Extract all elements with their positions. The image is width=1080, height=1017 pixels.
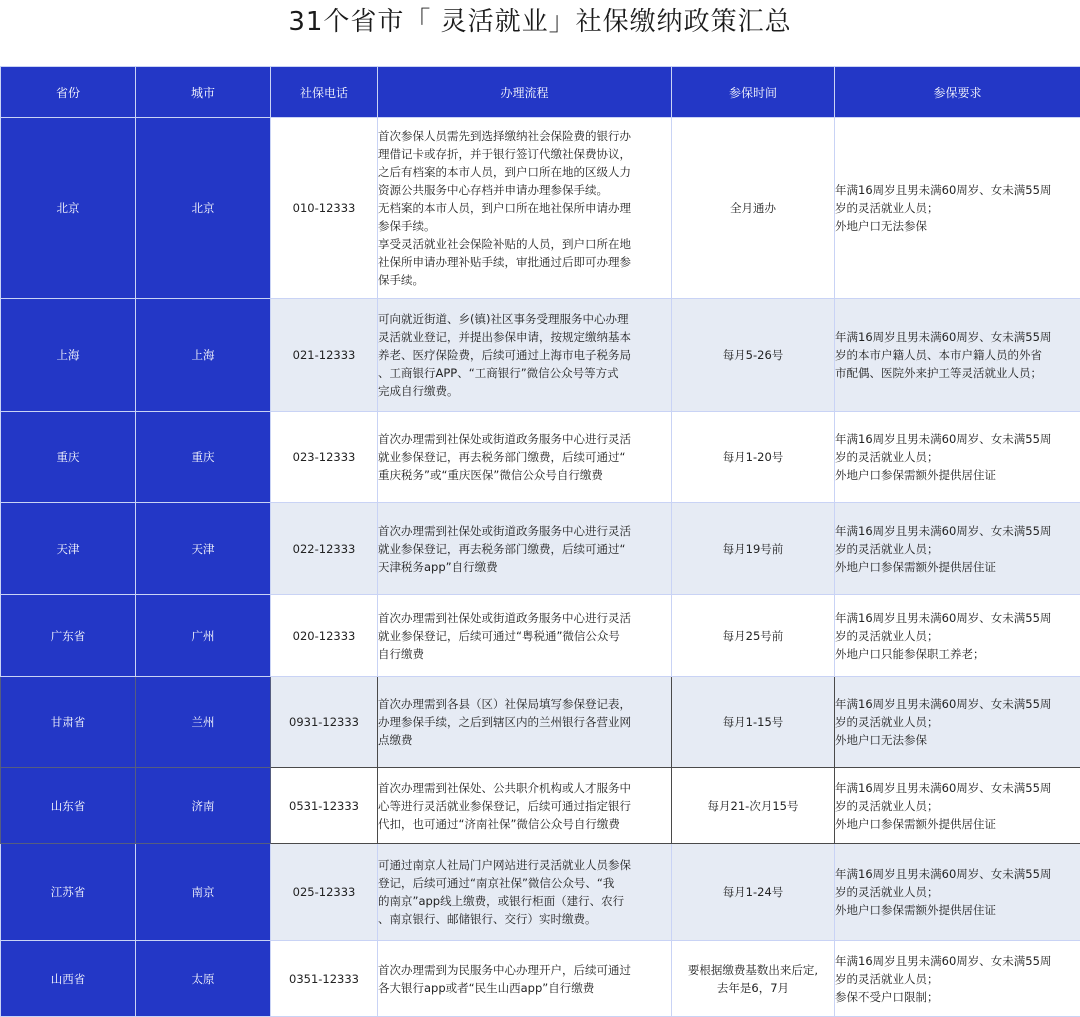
process-cell bbox=[378, 768, 672, 844]
cell-text-line: 可向就近街道、乡(镇)社区事务受理服务中心办理 bbox=[378, 310, 671, 328]
cell-text-line: 无档案的本市人员，到户口所在地社保所申请办理 bbox=[378, 199, 671, 217]
time-cell bbox=[672, 503, 835, 595]
requirement-cell bbox=[835, 677, 1080, 768]
cell-text-line: 年满16周岁且男未满60周岁、女未满55周 bbox=[835, 430, 1080, 448]
requirement-cell bbox=[835, 595, 1080, 677]
cell-text-line: 资源公共服务中心存档并申请办理参保手续。 bbox=[378, 181, 671, 199]
city-cell: 重庆 bbox=[136, 412, 271, 503]
cell-text-line: 登记，后续可通过“南京社保”微信公众号、“我 bbox=[378, 874, 671, 892]
phone-cell: 020-12333 bbox=[271, 595, 378, 677]
table-row bbox=[1, 768, 1080, 844]
cell-text-line: 岁的本市户籍人员、本市户籍人员的外省 bbox=[835, 346, 1080, 364]
cell-text-line: 就业参保登记，后续可通过“粤税通”微信公众号 bbox=[378, 627, 671, 645]
cell-text-line: 要根据缴费基数出来后定, bbox=[672, 961, 834, 979]
cell-text-line: 就业参保登记，再去税务部门缴费，后续可通过“ bbox=[378, 540, 671, 558]
cell-text-line: 参保手续。 bbox=[378, 217, 671, 235]
table-row bbox=[1, 595, 1080, 677]
cell-text-line: 首次办理需到各县（区）社保局填写参保登记表， bbox=[378, 695, 671, 713]
header-time: 参保时间 bbox=[672, 67, 835, 118]
cell-text-line: 重庆税务”或“重庆医保”微信公众号自行缴费 bbox=[378, 466, 671, 484]
cell-text-line: 办理参保手续，之后到辖区内的兰州银行各营业网 bbox=[378, 713, 671, 731]
cell-text-line: 外地户口参保需额外提供居住证 bbox=[835, 815, 1080, 833]
cell-text-line: 外地户口参保需额外提供居住证 bbox=[835, 466, 1080, 484]
province-cell: 山东省 bbox=[1, 768, 136, 844]
city-cell: 上海 bbox=[136, 299, 271, 412]
cell-text-line: 理借记卡或存折，并于银行签订代缴社保费协议， bbox=[378, 145, 671, 163]
requirement-cell bbox=[835, 941, 1080, 1017]
cell-text-line: 之后有档案的本市人员，到户口所在地的区级人力 bbox=[378, 163, 671, 181]
cell-text-line: 每月5-26号 bbox=[672, 346, 834, 364]
cell-text-line: 首次办理需到社保处或街道政务服务中心进行灵活 bbox=[378, 522, 671, 540]
process-cell bbox=[378, 595, 672, 677]
cell-text-line: 享受灵活就业社会保险补贴的人员，到户口所在地 bbox=[378, 235, 671, 253]
cell-text-line: 的南京”app线上缴费，或银行柜面（建行、农行 bbox=[378, 892, 671, 910]
cell-text-line: 岁的灵活就业人员； bbox=[835, 970, 1080, 988]
time-cell bbox=[672, 677, 835, 768]
table-row bbox=[1, 412, 1080, 503]
process-cell bbox=[378, 844, 672, 941]
phone-cell: 025-12333 bbox=[271, 844, 378, 941]
cell-text-line: 岁的灵活就业人员； bbox=[835, 448, 1080, 466]
cell-text-line: 每月19号前 bbox=[672, 540, 834, 558]
cell-text-line: 心等进行灵活就业参保登记，后续可通过指定银行 bbox=[378, 797, 671, 815]
cell-text-line: 外地户口参保需额外提供居住证 bbox=[835, 901, 1080, 919]
table-row bbox=[1, 299, 1080, 412]
cell-text-line: 、南京银行、邮储银行、交行）实时缴费。 bbox=[378, 910, 671, 928]
city-cell: 广州 bbox=[136, 595, 271, 677]
requirement-cell bbox=[835, 299, 1080, 412]
cell-text-line: 年满16周岁且男未满60周岁、女未满55周 bbox=[835, 952, 1080, 970]
time-cell bbox=[672, 299, 835, 412]
city-cell: 北京 bbox=[136, 118, 271, 299]
cell-text-line: 养老、医疗保险费，后续可通过上海市电子税务局 bbox=[378, 346, 671, 364]
process-cell bbox=[378, 412, 672, 503]
city-cell: 兰州 bbox=[136, 677, 271, 768]
header-province: 省份 bbox=[1, 67, 136, 118]
cell-text-line: 首次办理需到社保处或街道政务服务中心进行灵活 bbox=[378, 430, 671, 448]
process-cell bbox=[378, 118, 672, 299]
cell-text-line: 外地户口只能参保职工养老； bbox=[835, 645, 1080, 663]
time-cell bbox=[672, 941, 835, 1017]
cell-text-line: 年满16周岁且男未满60周岁、女未满55周 bbox=[835, 865, 1080, 883]
requirement-cell bbox=[835, 503, 1080, 595]
cell-text-line: 可通过南京人社局门户网站进行灵活就业人员参保 bbox=[378, 856, 671, 874]
cell-text-line: 岁的灵活就业人员； bbox=[835, 627, 1080, 645]
cell-text-line: 去年是6，7月 bbox=[672, 979, 834, 997]
process-cell bbox=[378, 503, 672, 595]
phone-cell: 0351-12333 bbox=[271, 941, 378, 1017]
phone-cell: 021-12333 bbox=[271, 299, 378, 412]
cell-text-line: 岁的灵活就业人员； bbox=[835, 540, 1080, 558]
cell-text-line: 首次办理需到社保处或街道政务服务中心进行灵活 bbox=[378, 609, 671, 627]
requirement-cell bbox=[835, 118, 1080, 299]
cell-text-line: 点缴费 bbox=[378, 731, 671, 749]
table-row bbox=[1, 844, 1080, 941]
header-phone: 社保电话 bbox=[271, 67, 378, 118]
header-city: 城市 bbox=[136, 67, 271, 118]
header-process: 办理流程 bbox=[378, 67, 672, 118]
cell-text-line: 岁的灵活就业人员； bbox=[835, 797, 1080, 815]
city-cell: 南京 bbox=[136, 844, 271, 941]
cell-text-line: 代扣，也可通过“济南社保”微信公众号自行缴费 bbox=[378, 815, 671, 833]
process-cell bbox=[378, 941, 672, 1017]
cell-text-line: 年满16周岁且男未满60周岁、女未满55周 bbox=[835, 181, 1080, 199]
cell-text-line: 每月25号前 bbox=[672, 627, 834, 645]
cell-text-line: 外地户口参保需额外提供居住证 bbox=[835, 558, 1080, 576]
cell-text-line: 每月1-20号 bbox=[672, 448, 834, 466]
province-cell: 甘肃省 bbox=[1, 677, 136, 768]
cell-text-line: 各大银行app或者“民生山西app”自行缴费 bbox=[378, 979, 671, 997]
requirement-cell bbox=[835, 412, 1080, 503]
table-row bbox=[1, 677, 1080, 768]
table-row bbox=[1, 941, 1080, 1017]
requirement-cell bbox=[835, 768, 1080, 844]
city-cell: 济南 bbox=[136, 768, 271, 844]
phone-cell: 010-12333 bbox=[271, 118, 378, 299]
cell-text-line: 每月1-15号 bbox=[672, 713, 834, 731]
cell-text-line: 年满16周岁且男未满60周岁、女未满55周 bbox=[835, 609, 1080, 627]
cell-text-line: 就业参保登记，再去税务部门缴费，后续可通过“ bbox=[378, 448, 671, 466]
province-cell: 上海 bbox=[1, 299, 136, 412]
city-cell: 天津 bbox=[136, 503, 271, 595]
time-cell bbox=[672, 768, 835, 844]
cell-text-line: 年满16周岁且男未满60周岁、女未满55周 bbox=[835, 779, 1080, 797]
time-cell bbox=[672, 412, 835, 503]
cell-text-line: 年满16周岁且男未满60周岁、女未满55周 bbox=[835, 522, 1080, 540]
province-cell: 天津 bbox=[1, 503, 136, 595]
process-cell bbox=[378, 677, 672, 768]
province-cell: 江苏省 bbox=[1, 844, 136, 941]
time-cell bbox=[672, 118, 835, 299]
cell-text-line: 首次办理需到社保处、公共职介机构或人才服务中 bbox=[378, 779, 671, 797]
page-title: 31个省市「 灵活就业」社保缴纳政策汇总 bbox=[0, 0, 1080, 60]
cell-text-line: 完成自行缴费。 bbox=[378, 382, 671, 400]
cell-text-line: 外地户口无法参保 bbox=[835, 731, 1080, 749]
table-row bbox=[1, 503, 1080, 595]
cell-text-line: 参保不受户口限制； bbox=[835, 988, 1080, 1006]
requirement-cell bbox=[835, 844, 1080, 941]
cell-text-line: 、工商银行APP、“工商银行”微信公众号等方式 bbox=[378, 364, 671, 382]
cell-text-line: 全月通办 bbox=[672, 199, 834, 217]
phone-cell: 023-12333 bbox=[271, 412, 378, 503]
header-requirement: 参保要求 bbox=[835, 67, 1080, 118]
cell-text-line: 岁的灵活就业人员； bbox=[835, 199, 1080, 217]
province-cell: 北京 bbox=[1, 118, 136, 299]
cell-text-line: 自行缴费 bbox=[378, 645, 671, 663]
cell-text-line: 年满16周岁且男未满60周岁、女未满55周 bbox=[835, 328, 1080, 346]
cell-text-line: 市配偶、医院外来护工等灵活就业人员； bbox=[835, 364, 1080, 382]
cell-text-line: 岁的灵活就业人员； bbox=[835, 713, 1080, 731]
cell-text-line: 岁的灵活就业人员； bbox=[835, 883, 1080, 901]
cell-text-line: 首次参保人员需先到选择缴纳社会保险费的银行办 bbox=[378, 127, 671, 145]
province-cell: 重庆 bbox=[1, 412, 136, 503]
cell-text-line: 外地户口无法参保 bbox=[835, 217, 1080, 235]
cell-text-line: 每月1-24号 bbox=[672, 883, 834, 901]
city-cell: 太原 bbox=[136, 941, 271, 1017]
table-header-row bbox=[1, 67, 1080, 118]
phone-cell: 0531-12333 bbox=[271, 768, 378, 844]
process-cell bbox=[378, 299, 672, 412]
phone-cell: 0931-12333 bbox=[271, 677, 378, 768]
province-cell: 山西省 bbox=[1, 941, 136, 1017]
phone-cell: 022-12333 bbox=[271, 503, 378, 595]
cell-text-line: 灵活就业登记，并提出参保申请，按规定缴纳基本 bbox=[378, 328, 671, 346]
cell-text-line: 每月21-次月15号 bbox=[672, 797, 834, 815]
time-cell bbox=[672, 844, 835, 941]
cell-text-line: 年满16周岁且男未满60周岁、女未满55周 bbox=[835, 695, 1080, 713]
cell-text-line: 保手续。 bbox=[378, 271, 671, 289]
table-row bbox=[1, 118, 1080, 299]
cell-text-line: 首次办理需到为民服务中心办理开户，后续可通过 bbox=[378, 961, 671, 979]
cell-text-line: 天津税务app”自行缴费 bbox=[378, 558, 671, 576]
policy-table bbox=[0, 66, 1080, 1017]
cell-text-line: 社保所申请办理补贴手续，审批通过后即可办理参 bbox=[378, 253, 671, 271]
time-cell bbox=[672, 595, 835, 677]
province-cell: 广东省 bbox=[1, 595, 136, 677]
